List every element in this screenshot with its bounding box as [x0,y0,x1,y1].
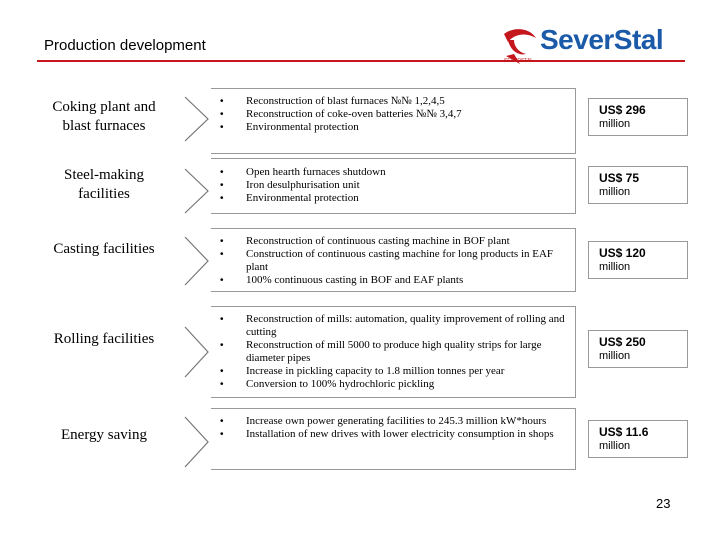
cost-unit: million [599,350,631,362]
list-item: • Reconstruction of coke-oven batteries №№ 3,4,7 [211,108,575,121]
logo-subtext: SEVERSTAL [504,58,534,64]
description-box [211,158,576,214]
category-label: Coking plant and blast furnaces [52,99,156,134]
cost-box [588,166,688,204]
list-item: • Construction of continuous casting machine for long products in EAF plant [211,248,575,274]
description-box [211,228,576,292]
cost-box [588,420,688,458]
category-label: Rolling facilities [53,331,155,347]
list-item: • Reconstruction of continuous casting machine in BOF plant [211,235,575,248]
list-item: • Iron desulphurisation unit [211,179,575,192]
cost-box [588,98,688,136]
cost-unit: million [599,118,631,130]
list-item: • Installation of new drives with lower electricity consumption in shops [211,428,575,441]
list-item: • Reconstruction of mill 5000 to produce high quality strips for large diameter pipes [211,339,575,365]
chevron-right-icon [184,168,210,214]
cost-box [588,241,688,279]
description-box [211,88,576,154]
list-item: • Conversion to 100% hydrochloric pickling [211,378,575,391]
list-item: • Increase in pickling capacity to 1.8 million tonnes per year [211,365,575,378]
chevron-right-icon [184,236,210,286]
cost-box [588,330,688,368]
list-item: • Reconstruction of mills: automation, quality improvement of rolling and cutting [211,313,575,339]
cost-unit: million [599,261,631,273]
logo-wordmark: SeverStal [540,24,664,55]
cost-amount: US$ 250 [599,335,646,349]
cost-amount: US$ 120 [599,246,646,260]
list-item: • Environmental protection [211,192,575,205]
cost-amount: US$ 75 [599,171,640,185]
severstal-logo [500,22,690,68]
cost-unit: million [599,186,631,198]
list-item: • Increase own power generating facilities to 245.3 million kW*hours [211,415,575,428]
cost-amount: US$ 11.6 [599,425,649,439]
page-number: 23 [656,496,671,511]
category-label: Steel-making facilities [64,167,144,202]
chevron-right-icon [184,96,210,142]
list-item: • 100% continuous casting in BOF and EAF plants [211,274,575,287]
description-box [211,306,576,398]
description-box [211,408,576,470]
cost-unit: million [599,440,631,452]
category-label: Casting facilities [53,241,155,257]
category-label: Energy saving [61,427,147,443]
chevron-right-icon [184,326,210,378]
page-title: Production development [44,37,206,54]
chevron-right-icon [184,416,210,468]
list-item: • Reconstruction of blast furnaces №№ 1,2,4,5 [211,95,575,108]
cost-amount: US$ 296 [599,103,646,117]
list-item: • Open hearth furnaces shutdown [211,166,575,179]
list-item: • Environmental protection [211,121,575,134]
